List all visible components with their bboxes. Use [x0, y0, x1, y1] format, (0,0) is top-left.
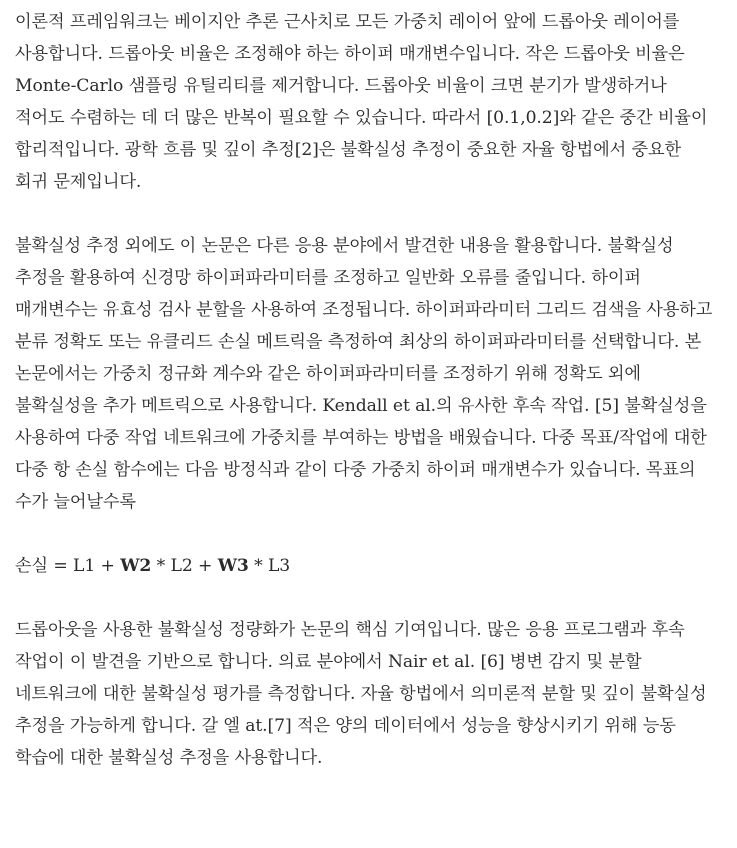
equation-weight-w2: W2 [120, 556, 152, 576]
equation-term-l2: * L2 + [151, 556, 218, 576]
paragraph-spacer [15, 198, 719, 230]
paragraph-3: 드롭아웃을 사용한 불확실성 정량화가 논문의 핵심 기여입니다. 많은 응용 프로그램과 후속 작업이 이 발견을 기반으로 합니다. 의료 분야에서 Nair et al. [6] 병변 감지 및 분할 네트워크에 대한 불확실성 평가를 측정합니다. 자율 항법에서 의미론적 분할 및 깊이 불확실성 추정을 가능하게 합니다. 갈 엘 at.[7] 적은 양의 데이터에서 성능을 향상시키기 위해 능동 학습에 대한 불확실성 추정을 사용합니다. [15, 620, 707, 768]
paragraph-spacer [15, 582, 719, 614]
loss-equation [15, 550, 719, 582]
equation-term-l3: * L3 [248, 556, 291, 576]
paragraph-1: 이론적 프레임워크는 베이지안 추론 근사치로 모든 가중치 레이어 앞에 드롭아웃 레이어를 사용합니다. 드롭아웃 비율은 조정해야 하는 하이퍼 매개변수입니다. 작은 드롭아웃 비율은 Monte-Carlo 샘플링 유틸리티를 제거합니다. 드롭아웃 비율이 크면 분기가 발생하거나 적어도 수렴하는 데 더 많은 반복이 필요할 수 있습니다. 따라서 [0.1,0.2]와 같은 중간 비율이 합리적입니다. 광학 흐름 및 깊이 추정[2]은 불확실성 추정이 중요한 자율 항법에서 중요한 회귀 문제입니다. [15, 12, 708, 192]
equation-weight-w3: W3 [217, 556, 249, 576]
equation-lhs: 손실 = L1 + [15, 556, 121, 576]
paragraph-spacer [15, 518, 719, 550]
paragraph-2: 불확실성 추정 외에도 이 논문은 다른 응용 분야에서 발견한 내용을 활용합니다. 불확실성 추정을 활용하여 신경망 하이퍼파라미터를 조정하고 일반화 오류를 줄입니다. 하이퍼 매개변수는 유효성 검사 분할을 사용하여 조정됩니다. 하이퍼파라미터 그리드 검색을 사용하고 분류 정확도 또는 유클리드 손실 메트릭을 측정하여 최상의 하이퍼파라미터를 선택합니다. 본 논문에서는 가중치 정규화 계수와 같은 하이퍼파라미터를 조정하기 위해 정확도 외에 불확실성을 추가 메트릭으로 사용합니다. Kendall et al.의 유사한 후속 작업. [5] 불확실성을 사용하여 다중 작업 네트워크에 가중치를 부여하는 방법을 배웠습니다. 다중 목표/작업에 대한 다중 항 손실 함수에는 다음 방정식과 같이 다중 가중치 하이퍼 매개변수가 있습니다. 목표의 수가 늘어날수록 [15, 236, 713, 512]
